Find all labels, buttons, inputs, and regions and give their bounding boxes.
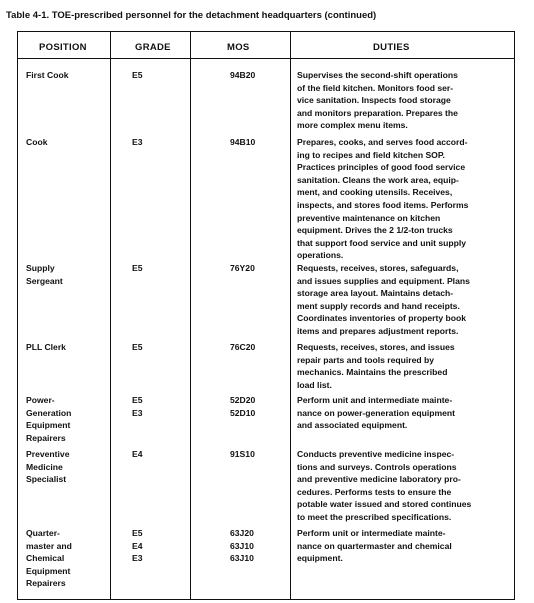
duties-line: load list. (297, 379, 332, 390)
duties-line: and preventive medicine laboratory pro- (297, 474, 461, 485)
duties-line: cedures. Performs tests to ensure the (297, 486, 452, 497)
duties-line: and associated equipment. (297, 420, 408, 431)
column-divider (290, 31, 291, 600)
table-caption: Table 4-1. TOE-prescribed personnel for the detachment headquarters (continued) (6, 10, 377, 21)
grade-line: E3 (132, 553, 143, 564)
mos-line: 52D20 (230, 395, 256, 405)
row-mos (230, 448, 290, 461)
row-grade (132, 262, 172, 275)
position-line: Generation (26, 407, 72, 418)
row-duties (297, 527, 489, 565)
row-duties (297, 262, 489, 338)
mos-line: 52D10 (230, 407, 256, 418)
duties-line: items and prepares adjustment reports. (297, 325, 459, 336)
row-duties (297, 448, 489, 524)
duties-line: tions and surveys. Controls operations (297, 461, 457, 472)
duties-line: and issues supplies and equipment. Plans (297, 275, 470, 286)
duties-line: more complex menu items. (297, 120, 408, 131)
row-position (26, 262, 114, 287)
position-line: Quarter- (26, 528, 60, 538)
duties-line: to meet the prescribed specifications. (297, 511, 452, 522)
duties-line: ing to recipes and field kitchen SOP. (297, 149, 445, 160)
position-line: Specialist (26, 474, 67, 485)
duties-line: Requests, receives, stores, and issues (297, 342, 455, 352)
position-line: Equipment (26, 565, 71, 576)
mos-line: 94B20 (230, 70, 256, 80)
mos-line: 94B10 (230, 137, 256, 147)
position-line: PLL Clerk (26, 342, 66, 352)
duties-line: sanitation. Cleans the work area, equip- (297, 174, 459, 185)
row-position (26, 448, 114, 486)
duties-line: repair parts and tools required by (297, 354, 435, 365)
duties-line: Prepares, cooks, and serves food accord- (297, 137, 468, 147)
mos-line: 76C20 (230, 342, 256, 352)
grade-line: E5 (132, 263, 143, 273)
row-mos (230, 341, 290, 354)
position-line: Power- (26, 395, 55, 405)
header-grade: GRADE (135, 42, 171, 53)
position-line: First Cook (26, 70, 69, 80)
position-line: Repairers (26, 578, 66, 589)
duties-line: Requests, receives, stores, safeguards, (297, 263, 459, 273)
duties-line: inspects, and stores food items. Performs (297, 199, 469, 210)
duties-line: and monitors preparation. Prepares the (297, 107, 458, 118)
duties-line: Practices principles of good food service (297, 162, 466, 173)
duties-line: storage area layout. Maintains detach- (297, 288, 454, 299)
row-grade (132, 448, 172, 461)
position-line: Supply (26, 263, 55, 273)
duties-line: Perform unit or intermediate mainte- (297, 528, 446, 538)
row-grade (132, 136, 172, 149)
row-grade (132, 69, 172, 82)
duties-line: preventive maintenance on kitchen (297, 212, 441, 223)
row-duties (297, 136, 489, 262)
duties-line: ment supply records and hand receipts. (297, 300, 460, 311)
duties-line: Coordinates inventories of property book (297, 313, 467, 324)
row-mos (230, 262, 290, 275)
position-line: Medicine (26, 461, 63, 472)
position-line: master and (26, 540, 72, 551)
row-grade (132, 527, 172, 565)
duties-line: operations. (297, 250, 344, 261)
grade-line: E5 (132, 395, 143, 405)
mos-line: 91S10 (230, 449, 255, 459)
header-mos: MOS (227, 42, 250, 53)
column-divider (190, 31, 191, 600)
mos-line: 76Y20 (230, 263, 255, 273)
row-grade (132, 341, 172, 354)
row-mos (230, 527, 290, 565)
grade-line: E3 (132, 137, 143, 147)
position-line: Cook (26, 137, 48, 147)
grade-line: E3 (132, 407, 143, 418)
duties-line: Supervises the second-shift operations (297, 70, 458, 80)
row-mos (230, 69, 290, 82)
duties-line: ment, and cooking utensils. Receives, (297, 187, 453, 198)
position-line: Repairers (26, 432, 66, 443)
row-position (26, 69, 114, 82)
grade-line: E5 (132, 70, 143, 80)
position-line: Preventive (26, 449, 70, 459)
mos-line: 63J20 (230, 528, 254, 538)
row-duties (297, 69, 489, 132)
mos-line: 63J10 (230, 553, 254, 564)
mos-line: 63J10 (230, 540, 254, 551)
duties-line: of the field kitchen. Monitors food ser- (297, 82, 454, 93)
row-duties (297, 341, 489, 391)
row-position (26, 394, 114, 444)
duties-line: Perform unit and intermediate mainte- (297, 395, 453, 405)
row-grade (132, 394, 172, 419)
duties-line: nance on power-generation equipment (297, 407, 456, 418)
duties-line: vice sanitation. Inspects food storage (297, 95, 451, 106)
position-line: Chemical (26, 553, 65, 564)
duties-line: nance on quartermaster and chemical (297, 540, 452, 551)
duties-line: equipment. (297, 553, 343, 564)
grade-line: E5 (132, 528, 143, 538)
duties-line: equipment. Drives the 2 1/2-ton trucks (297, 225, 453, 236)
row-duties (297, 394, 489, 432)
row-position (26, 527, 114, 590)
grade-line: E4 (132, 449, 143, 459)
header-duties: DUTIES (373, 42, 410, 53)
header-position: POSITION (39, 42, 87, 53)
row-mos (230, 394, 290, 419)
position-line: Sergeant (26, 275, 63, 286)
column-divider (110, 31, 111, 600)
row-position (26, 136, 114, 149)
duties-line: mechanics. Maintains the prescribed (297, 367, 448, 378)
grade-line: E4 (132, 540, 143, 551)
position-line: Equipment (26, 420, 71, 431)
row-position (26, 341, 114, 354)
duties-line: potable water issued and stored continues (297, 499, 472, 510)
row-mos (230, 136, 290, 149)
duties-line: that support food service and unit supply (297, 237, 467, 248)
grade-line: E5 (132, 342, 143, 352)
duties-line: Conducts preventive medicine inspec- (297, 449, 455, 459)
